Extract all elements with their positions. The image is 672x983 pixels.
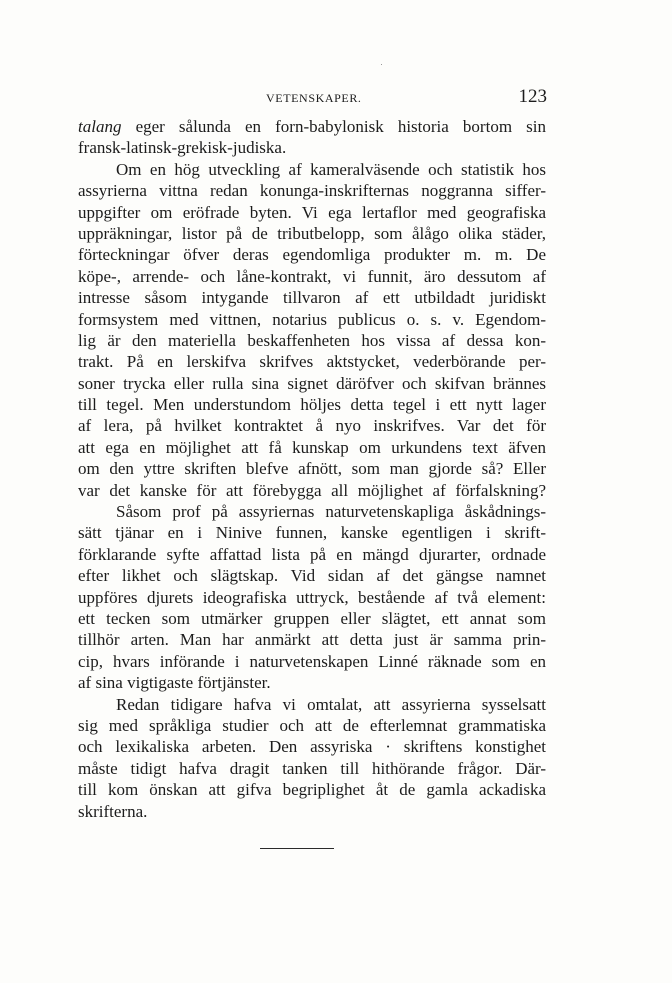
text-line: intresse såsom intygande tillvaron af ett utbildadt juridiskt bbox=[78, 288, 546, 308]
text-line: uppräkningar, listor på de tributbelopp, som ålågo olika städer, bbox=[78, 223, 546, 243]
text-line: om den yttre skriften blefve afnött, som man gjorde så? Eller bbox=[78, 459, 546, 479]
text-line: att ega en möjlighet att få kunskap om urkundens text äfven bbox=[78, 437, 546, 457]
text-fragment: eger sålunda en forn-babylonisk historia bortom sin bbox=[121, 117, 546, 136]
text-line: assyrierna vittna redan konunga-inskrifternas noggranna siffer- bbox=[78, 181, 546, 201]
text-line: och lexikaliska arbeten. Den assyriska · skriftens konstighet bbox=[78, 737, 546, 757]
text-line: cip, hvars införande i naturvetenskapen Linné räknade som en bbox=[78, 651, 546, 671]
text-line: skrifterna. bbox=[78, 801, 148, 821]
book-page bbox=[78, 86, 546, 822]
section-end-rule bbox=[260, 848, 334, 849]
text-line: ett tecken som utmärker gruppen eller slägtet, ett annat som bbox=[78, 608, 546, 628]
text-line-first bbox=[78, 116, 546, 137]
paragraph-start-line: Redan tidigare hafva vi omtalat, att assyrierna sysselsatt bbox=[116, 694, 546, 714]
text-line: var det kanske för att förebygga all möjlighet af förfalskning? bbox=[78, 480, 546, 500]
paragraph-start-line: Såsom prof på assyriernas naturvetenskapliga åskådnings- bbox=[116, 502, 546, 522]
running-head bbox=[78, 86, 546, 116]
text-line: fransk-latinsk-grekisk-judiska. bbox=[78, 138, 287, 158]
text-line: formsystem med vittnen, notarius publicus o. s. v. Egendom- bbox=[78, 309, 546, 329]
text-line: af lera, på hvilket kontraktet å nyo inskrifves. Var det för bbox=[78, 416, 546, 436]
running-title: VETENSKAPER. bbox=[266, 91, 362, 105]
text-line: tillhör arten. Man har anmärkt att detta just är samma prin- bbox=[78, 630, 546, 650]
text-line: uppgifter om eröfrade byten. Vi ega lertaflor med geografiska bbox=[78, 202, 546, 222]
paragraph-start-line: Om en hög utveckling af kameralväsende och statistik hos bbox=[116, 159, 546, 179]
text-line: måste tidigt hafva dragit tanken till hithörande frågor. Där- bbox=[78, 758, 546, 778]
text-line: af sina vigtigaste förtjänster. bbox=[78, 673, 271, 693]
text-line: efter likhet och slägtskap. Vid sidan af det gängse namnet bbox=[78, 566, 546, 586]
text-line: sig med språkliga studier och att de efterlemnat grammatiska bbox=[78, 715, 546, 735]
text-line: till kom önskan att gifva begriplighet åt de gamla ackadiska bbox=[78, 780, 546, 800]
page-number: 123 bbox=[518, 86, 547, 107]
text-line: sätt tjänar en i Ninive funnen, kanske egentligen i skrift- bbox=[78, 523, 546, 543]
text-line: förklarande syfte affattad lista på en mängd djurarter, ordnade bbox=[78, 544, 546, 564]
text-line: förteckningar öfver deras egendomliga produkter m. m. De bbox=[78, 245, 546, 265]
text-line: till tegel. Men understundom höljes detta tegel i ett nytt lager bbox=[78, 395, 546, 415]
scan-speck bbox=[381, 64, 382, 65]
text-line: uppföres djurets ideografiska uttryck, bestående af två element: bbox=[78, 587, 546, 607]
text-line: köpe-, arrende- och låne-kontrakt, vi funnit, äro dessutom af bbox=[78, 266, 546, 286]
text-line: trakt. På en lerskifva skrifves aktstycket, vederbörande per- bbox=[78, 352, 546, 372]
text-line: lig är den materiella beskaffenheten hos vissa af dessa kon- bbox=[78, 330, 546, 350]
italic-word: talang bbox=[78, 117, 122, 136]
body-text bbox=[78, 116, 546, 822]
text-line: soner trycka eller rulla sina signet däröfver och skifvan brännes bbox=[78, 373, 546, 393]
